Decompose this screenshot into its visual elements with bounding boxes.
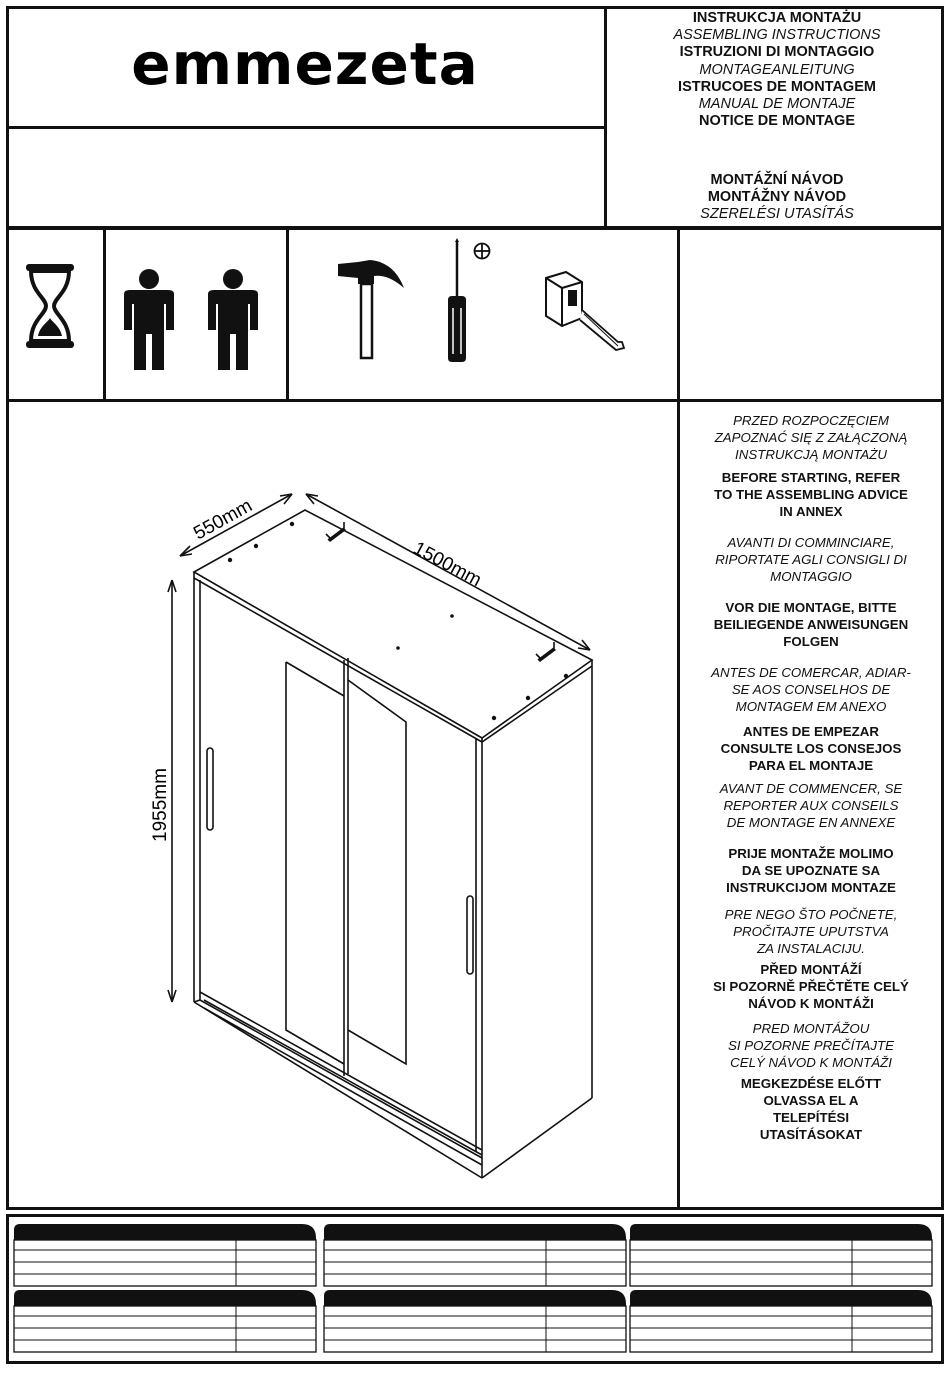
- note-line: BEILIEGENDE ANWEISUNGEN: [713, 617, 909, 632]
- dimension-width: 1500mm: [409, 537, 485, 592]
- note-block: [684, 534, 938, 585]
- title-line: MANUAL DE MONTAJE: [698, 96, 856, 113]
- note-line: DE MONTAGE EN ANNEXE: [726, 815, 896, 830]
- title-line: MONTÁŽNY NÁVOD: [707, 189, 847, 206]
- parts-table-grid: [10, 1218, 940, 1360]
- note-line: NÁVOD K MONTÁŽI: [748, 996, 874, 1011]
- note-block: [684, 1075, 938, 1143]
- note-block: [684, 845, 938, 896]
- note-line: AVANT DE COMMENCER, SE: [719, 781, 903, 796]
- tools-divider-1: [103, 227, 106, 402]
- note-line: PRIJE MONTAŽE MOLIMO: [728, 846, 894, 861]
- note-block: [684, 1020, 938, 1071]
- hammer-icon: [336, 258, 408, 362]
- title-line: ISTRUCOES DE MONTAGEM: [678, 78, 876, 95]
- note-line: INSTRUKCIJOM MONTAZE: [726, 880, 896, 895]
- title-list: [612, 10, 942, 130]
- title-line: MONTÁŽNÍ NÁVOD: [710, 172, 844, 188]
- parts-table: [630, 1224, 932, 1286]
- note-block: [684, 664, 938, 715]
- tools-divider-2: [286, 227, 289, 402]
- parts-table: [14, 1224, 316, 1286]
- note-block: [684, 780, 938, 831]
- note-line: TELEPÍTÉSI: [772, 1110, 850, 1125]
- hourglass-icon: [22, 262, 78, 350]
- note-line: PRZED ROZPOCZĘCIEM: [733, 413, 889, 428]
- main-divider: [677, 399, 680, 1210]
- note-line: MONTAGGIO: [770, 569, 852, 584]
- title-line: ASSEMBLING INSTRUCTIONS: [673, 27, 881, 44]
- note-line: ZA INSTALACIJU.: [757, 941, 865, 956]
- note-line: RIPORTATE AGLI CONSIGLI DI: [715, 552, 907, 567]
- title-line: MONTAGEANLEITUNG: [699, 61, 855, 78]
- note-line: AVANTI DI COMMINCIARE,: [727, 535, 895, 550]
- note-block: [684, 469, 938, 520]
- parts-table: [630, 1290, 932, 1352]
- note-block: [684, 961, 938, 1012]
- dimension-depth: 550mm: [190, 495, 256, 545]
- note-line: ANTES DE EMPEZAR: [743, 724, 879, 739]
- person-icon: [202, 268, 264, 372]
- note-line: PROČITAJTE UPUTSTVA: [733, 924, 889, 939]
- header-divider-horizontal: [6, 126, 606, 129]
- note-line: PARA EL MONTAJE: [748, 758, 874, 773]
- note-line: VOR DIE MONTAGE, BITTE: [725, 600, 897, 615]
- note-line: MEGKEZDÉSE ELŐTT: [740, 1076, 882, 1091]
- note-block: [684, 906, 938, 957]
- parts-table: [324, 1224, 626, 1286]
- brand-logo: emmezeta: [131, 30, 479, 98]
- note-line: CELÝ NÁVOD K MONTÁŽI: [730, 1055, 892, 1070]
- note-line: ZAPOZNAĆ SIĘ Z ZAŁĄCZONĄ: [714, 430, 908, 445]
- phillips-screwdriver-icon: [440, 238, 500, 364]
- note-block: [684, 412, 938, 463]
- note-line: PRE NEGO ŠTO POČNETE,: [724, 907, 898, 922]
- note-line: CONSULTE LOS CONSEJOS: [720, 741, 902, 756]
- note-line: UTASÍTÁSOKAT: [759, 1127, 863, 1142]
- header-divider-vertical: [604, 6, 607, 229]
- assembly-notes: [684, 412, 938, 1143]
- title-line: NOTICE DE MONTAGE: [698, 113, 855, 130]
- note-line: DA SE UPOZNATE SA: [741, 863, 881, 878]
- note-line: TO THE ASSEMBLING ADVICE: [714, 487, 908, 502]
- note-line: IN ANNEX: [779, 504, 843, 519]
- note-line: PRED MONTÁŽOU: [752, 1021, 870, 1036]
- title-line: INSTRUKCJA MONTAŻU: [692, 10, 862, 26]
- note-line: ANTES DE COMERCAR, ADIAR-: [711, 665, 911, 680]
- wardrobe-drawing: [140, 480, 620, 1180]
- person-icon: [118, 268, 180, 372]
- note-line: SE AOS CONSELHOS DE: [731, 682, 891, 697]
- title-line: ISTRUZIONI DI MONTAGGIO: [679, 44, 875, 61]
- note-line: SI POZORNĚ PŘEČTĚTE CELÝ: [713, 979, 909, 994]
- note-line: BEFORE STARTING, REFER: [721, 470, 901, 485]
- parts-table: [324, 1290, 626, 1352]
- parts-table: [14, 1290, 316, 1352]
- note-line: SI POZORNE PREČÍTAJTE: [728, 1038, 894, 1053]
- tools-divider-3: [677, 227, 680, 402]
- note-line: MONTAGEM EM ANEXO: [735, 699, 887, 714]
- note-line: FOLGEN: [783, 634, 839, 649]
- tape-measure-icon: [540, 268, 630, 360]
- note-line: PŘED MONTÁŽÍ: [760, 962, 862, 977]
- title-list-secondary: [612, 172, 942, 224]
- title-line: SZERELÉSI UTASÍTÁS: [700, 206, 854, 223]
- note-line: INSTRUKCJĄ MONTAŻU: [735, 447, 887, 462]
- note-line: OLVASSA EL A: [763, 1093, 859, 1108]
- dimension-height: 1955mm: [150, 768, 171, 842]
- note-line: REPORTER AUX CONSEILS: [723, 798, 899, 813]
- note-block: [684, 723, 938, 774]
- note-block: [684, 599, 938, 650]
